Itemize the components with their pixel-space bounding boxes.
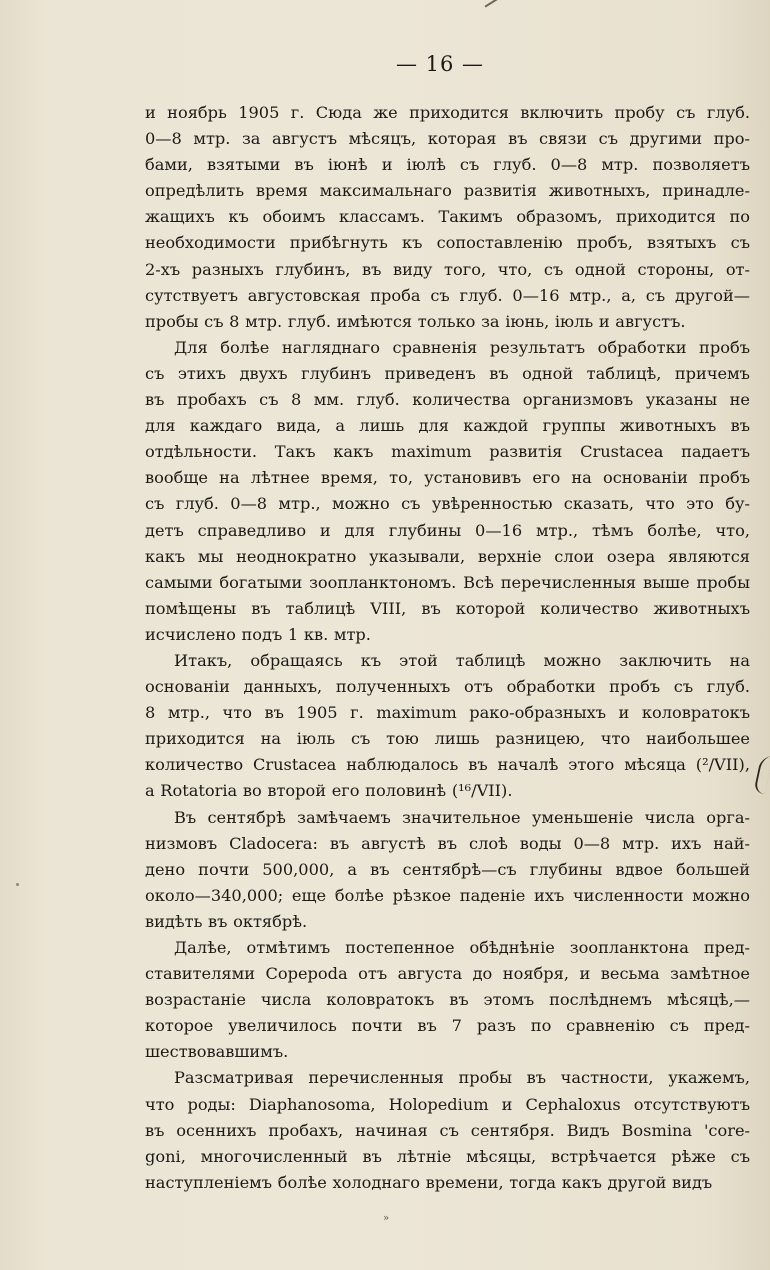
text-line: какъ мы неоднократно указывали, верхнiе слои озера являются (145, 546, 750, 566)
text-line: приходится на iюль съ тою лишь разницею, что наибольшее (145, 729, 750, 749)
text-line: съ этихъ двухъ глубинъ приведенъ въ одной таблицѣ, причемъ (145, 363, 750, 383)
text-line: бами, взятыми въ iюнѣ и iюлѣ съ глуб. 0—8 мтр. позволяетъ (145, 155, 750, 175)
text-line: дено почти 500,000, а въ сентябрѣ—съ глубины вдвое большей (145, 859, 750, 879)
text-line: 2-хъ разныхъ глубинъ, въ виду того, что, съ одной стороны, от- (145, 259, 750, 279)
text-line: а Rotatoria во второй его половинѣ (¹⁶/VII). (145, 781, 513, 801)
text-line: исчислено подъ 1 кв. мтр. (145, 624, 371, 644)
text-line: что роды: Diaphanosoma, Holopedium и Cephaloxus отсутствуютъ (145, 1094, 750, 1114)
text-line: Далѣе, отмѣтимъ постепенное обѣднѣнiе зоопланктона пред- (174, 938, 750, 957)
text-line: въ осеннихъ пробахъ, начиная съ сентября. Видъ Bosmina 'core- (145, 1120, 750, 1140)
text-line: опредѣлить время максимальнаго развитiя животныхъ, принадле- (145, 181, 750, 201)
text-line: ставителями Copepoda отъ августа до ноября, и весьма замѣтное (145, 964, 750, 984)
text-line: около—340,000; еще болѣе рѣзкое паденiе ихъ численности можно (145, 885, 750, 905)
text-line: 8 мтр., что въ 1905 г. maximum рако-образныхъ и коловратокъ (145, 703, 750, 723)
paragraph (145, 100, 750, 335)
text-line: необходимости прибѣгнуть къ сопоставленiю пробъ, взятыхъ съ (145, 233, 750, 253)
text-line: жащихъ къ обоимъ классамъ. Такимъ образомъ, приходится по (145, 207, 750, 227)
page-number: — 16 — (395, 52, 485, 76)
paragraph (145, 935, 750, 1065)
paragraph (145, 648, 750, 805)
footer-symbol: » (383, 1213, 390, 1224)
text-line: goni, многочисленный въ лѣтнiе мѣсяцы, встрѣчается рѣже съ (145, 1146, 750, 1166)
text-line: Въ сентябрѣ замѣчаемъ значительное уменьшенiе числа орга- (174, 807, 750, 827)
text-line: съ глуб. 0—8 мтр., можно съ увѣренностью сказать, что это бу- (145, 494, 750, 514)
text-line: которое увеличилось почти въ 7 разъ по сравненiю съ пред- (145, 1016, 750, 1036)
text-line: 0—8 мтр. за августъ мѣсяцъ, которая въ связи съ другими про- (145, 129, 750, 149)
paragraph (145, 335, 750, 648)
text-line: низмовъ Cladocera: въ августѣ въ слоѣ воды 0—8 мтр. ихъ най- (145, 833, 750, 853)
text-line: въ пробахъ съ 8 мм. глуб. количества организмовъ указаны не (145, 390, 750, 410)
margin-dot (16, 883, 19, 886)
text-line: самыми богатыми зоопланктономъ. Всѣ перечисленныя выше пробы (145, 572, 750, 592)
text-line: сутствуетъ августовская проба съ глуб. 0—16 мтр., а, съ другой— (145, 285, 750, 305)
text-line: отдѣльности. Такъ какъ maximum развитiя Crustacea падаетъ (145, 442, 750, 462)
text-line: видѣть въ октябрѣ. (145, 911, 308, 931)
paragraph (145, 1065, 750, 1195)
body-text (145, 100, 750, 1196)
text-line: помѣщены въ таблицѣ VIII, въ которой количество животныхъ (145, 598, 750, 618)
text-line: основанiи данныхъ, полученныхъ отъ обработки пробъ съ глуб. (145, 677, 750, 697)
text-line: пробы съ 8 мтр. глуб. имѣются только за iюнь, iюль и августъ. (145, 311, 686, 331)
text-line: возрастанiе числа коловратокъ въ этомъ послѣднемъ мѣсяцѣ,— (145, 990, 750, 1010)
text-line: Для болѣе нагляднаго сравненiя результатъ обработки пробъ (174, 337, 750, 357)
margin-bracket-mark (753, 756, 770, 794)
text-line: Разсматривая перечисленныя пробы въ частности, укажемъ, (174, 1068, 750, 1088)
text-line: Итакъ, обращаясь къ этой таблицѣ можно заключить на (174, 650, 750, 670)
paragraph (145, 805, 750, 935)
text-line: шествовавшимъ. (145, 1042, 289, 1062)
text-line: наступленiемъ болѣе холоднаго времени, тогда какъ другой видъ (145, 1172, 713, 1192)
text-line: вообще на лѣтнее время, то, установивъ его на основанiи пробъ (145, 468, 750, 488)
text-line: количество Crustacea наблюдалось въ началѣ этого мѣсяца (²/VII), (145, 755, 750, 775)
text-line: и ноябрь 1905 г. Сюда же приходится включить пробу съ глуб. (145, 103, 750, 122)
text-line: детъ справедливо и для глубины 0—16 мтр., тѣмъ болѣе, что, (145, 520, 750, 540)
corner-tick-mark (485, 0, 498, 8)
text-line: для каждаго вида, а лишь для каждой группы животныхъ въ (145, 416, 750, 436)
